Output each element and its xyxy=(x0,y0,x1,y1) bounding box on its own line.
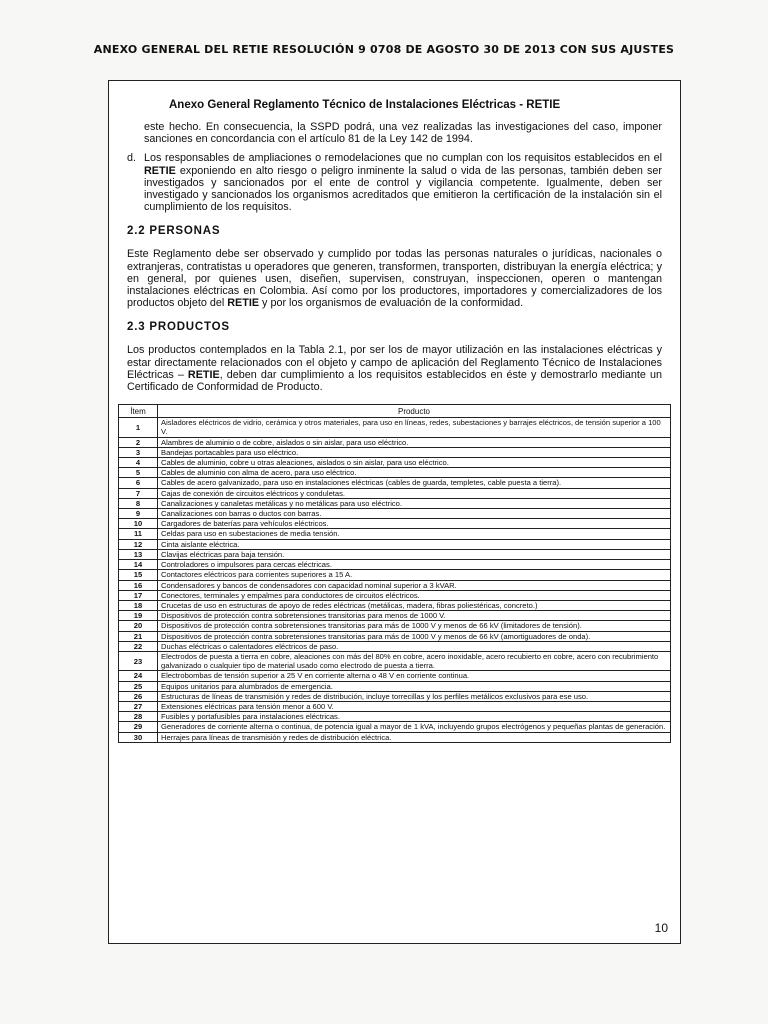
product-cell: Bandejas portacables para uso eléctrico. xyxy=(158,447,671,457)
item-number-cell: 26 xyxy=(119,691,158,701)
section-heading-personas: 2.2 PERSONAS xyxy=(127,225,221,238)
product-cell: Estructuras de líneas de transmisión y redes de distribución, incluye torrecillas y los perfiles metálicos exclusivos para ese uso. xyxy=(158,691,671,701)
product-cell: Controladores o impulsores para cercas eléctricas. xyxy=(158,560,671,570)
product-cell: Celdas para uso en subestaciones de media tensión. xyxy=(158,529,671,539)
item-number-cell: 15 xyxy=(119,570,158,580)
table-row xyxy=(119,732,671,742)
table-row xyxy=(119,712,671,722)
table-row xyxy=(119,722,671,732)
table-body xyxy=(119,418,671,743)
item-number-cell: 11 xyxy=(119,529,158,539)
product-cell: Generadores de corriente alterna o continua, de potencia igual a mayor de 1 kVA, incluyendo grupos electrógenos y pequeñas plantas de generación. xyxy=(158,722,671,732)
product-cell: Dispositivos de protección contra sobretensiones transitorias para más de 1000 V y menos de 66 kV (limitadores de tensión). xyxy=(158,621,671,631)
table-row xyxy=(119,458,671,468)
item-number-cell: 14 xyxy=(119,560,158,570)
item-number-cell: 19 xyxy=(119,611,158,621)
retie-emphasis: RETIE xyxy=(144,164,176,177)
item-number-cell: 17 xyxy=(119,590,158,600)
item-number-cell: 12 xyxy=(119,539,158,549)
item-number-cell: 7 xyxy=(119,488,158,498)
table-row xyxy=(119,641,671,651)
product-cell: Cinta aislante eléctrica. xyxy=(158,539,671,549)
table-row xyxy=(119,529,671,539)
item-number-cell: 13 xyxy=(119,549,158,559)
product-cell: Herrajes para líneas de transmisión y redes de distribución eléctrica. xyxy=(158,732,671,742)
product-cell: Electrodos de puesta a tierra en cobre, aleaciones con más del 80% en cobre, acero inoxidable, acero recubierto en cobre, acero con recubrimiento galvanizado o cualquier tipo de material usado como electrodo de puesta a tierra. xyxy=(158,651,671,670)
table-row xyxy=(119,560,671,570)
product-cell: Duchas eléctricas o calentadores eléctricos de paso. xyxy=(158,641,671,651)
personas-paragraph: Este Reglamento debe ser observado y cumplido por todas las personas naturales o jurídicas, nacionales o extranjeras, contratistas u operadores que generen, transformen, transporten, distribuyan la energía eléctrica; y en general, por quienes usen, diseñen, supervisen, construyan, inspeccionen, operen o mantengan instalaciones eléctricas en Colombia. Así como por los productores, importadores y comercializadores de los productos objeto del RETIE y por los organismos de evaluación de la conformidad. xyxy=(127,248,662,310)
product-cell: Condensadores y bancos de condensadores con capacidad nominal superior a 3 kVAR. xyxy=(158,580,671,590)
table-row xyxy=(119,437,671,447)
page-number: 10 xyxy=(654,921,668,935)
table-row xyxy=(119,651,671,670)
table-row xyxy=(119,600,671,610)
product-cell: Extensiones eléctricas para tensión menor a 600 V. xyxy=(158,701,671,711)
item-number-cell: 23 xyxy=(119,651,158,670)
document-title: Anexo General Reglamento Técnico de Instalaciones Eléctricas - RETIE xyxy=(169,99,561,111)
section-heading-productos: 2.3 PRODUCTOS xyxy=(127,321,230,334)
productos-paragraph: Los productos contemplados en la Tabla 2.1, por ser los de mayor utilización en las instalaciones eléctricas y estar directamente relacionados con el objeto y campo de aplicación del Reglamento Técnico de Instalaciones Eléctricas – RETIE, deben dar cumplimiento a los requisitos establecidos en éste y demostrarlo mediante un Certificado de Conformidad de Producto. xyxy=(127,344,662,394)
table-row xyxy=(119,488,671,498)
table-row xyxy=(119,447,671,457)
page-frame xyxy=(108,80,681,944)
list-item-label: d. xyxy=(127,152,137,165)
item-number-cell: 18 xyxy=(119,600,158,610)
column-header-item: Ítem xyxy=(119,405,158,418)
table-header-row xyxy=(119,405,671,418)
item-number-cell: 4 xyxy=(119,458,158,468)
page-content xyxy=(127,99,666,743)
table-row xyxy=(119,621,671,631)
table-row xyxy=(119,631,671,641)
table-row xyxy=(119,580,671,590)
table-row xyxy=(119,671,671,681)
item-number-cell: 28 xyxy=(119,712,158,722)
table-row xyxy=(119,498,671,508)
product-cell: Electrobombas de tensión superior a 25 V en corriente alterna o 48 V en corriente continua. xyxy=(158,671,671,681)
product-cell: Cables de aluminio con alma de acero, para uso eléctrico. xyxy=(158,468,671,478)
product-cell: Cables de aluminio, cobre u otras aleaciones, aislados o sin aislar, para uso eléctrico. xyxy=(158,458,671,468)
table-row xyxy=(119,691,671,701)
table-row xyxy=(119,519,671,529)
product-cell: Crucetas de uso en estructuras de apoyo de redes eléctricas (metálicas, madera, fibras poliestéricas, concreto.) xyxy=(158,600,671,610)
table-row xyxy=(119,681,671,691)
table-row xyxy=(119,509,671,519)
table-row xyxy=(119,549,671,559)
product-cell: Aisladores eléctricos de vidrio, cerámica y otros materiales, para uso en líneas, redes, subestaciones y barrajes eléctricos, de tensión superior a 100 V. xyxy=(158,418,671,437)
product-cell: Alambres de aluminio o de cobre, aislados o sin aislar, para uso eléctrico. xyxy=(158,437,671,447)
list-item-d xyxy=(127,152,662,213)
product-cell: Cajas de conexión de circuitos eléctricos y conduletas. xyxy=(158,488,671,498)
products-table xyxy=(118,404,671,743)
item-number-cell: 5 xyxy=(119,468,158,478)
product-cell: Dispositivos de protección contra sobretensiones transitorias para menos de 1000 V. xyxy=(158,611,671,621)
product-cell: Equipos unitarios para alumbrados de emergencia. xyxy=(158,681,671,691)
table-row xyxy=(119,468,671,478)
table-row xyxy=(119,701,671,711)
item-number-cell: 25 xyxy=(119,681,158,691)
product-cell: Canalizaciones con barras o ductos con barras. xyxy=(158,509,671,519)
item-number-cell: 27 xyxy=(119,701,158,711)
table-row xyxy=(119,418,671,437)
item-number-cell: 29 xyxy=(119,722,158,732)
item-number-cell: 2 xyxy=(119,437,158,447)
product-cell: Fusibles y portafusibles para instalaciones eléctricas. xyxy=(158,712,671,722)
document-header: ANEXO GENERAL DEL RETIE RESOLUCIÓN 9 0708 DE AGOSTO 30 DE 2013 CON SUS AJUSTES xyxy=(93,43,675,56)
item-number-cell: 10 xyxy=(119,519,158,529)
list-item-text: Los responsables de ampliaciones o remodelaciones que no cumplan con los requisitos establecidos en el RETIE exponiendo en alto riesgo o peligro inminente la salud o vida de las personas, también deben ser investigados y sancionados por el ente de control y vigilancia competente. Igualmente, deben ser investigado y sancionados los organismos acreditados que emitieron la certificación de la instalación sin el cumplimiento de los requisitos. xyxy=(144,152,662,214)
product-cell: Conectores, terminales y empalmes para conductores de circuitos eléctricos. xyxy=(158,590,671,600)
table-row xyxy=(119,539,671,549)
product-cell: Clavijas eléctricas para baja tensión. xyxy=(158,549,671,559)
table-row xyxy=(119,570,671,580)
item-number-cell: 20 xyxy=(119,621,158,631)
column-header-product: Producto xyxy=(158,405,671,418)
product-cell: Cargadores de baterías para vehículos eléctricos. xyxy=(158,519,671,529)
item-number-cell: 3 xyxy=(119,447,158,457)
table-row xyxy=(119,611,671,621)
product-cell: Dispositivos de protección contra sobretensiones transitorias para más de 1000 V y menos de 66 kV (amortiguadores de onda). xyxy=(158,631,671,641)
item-number-cell: 9 xyxy=(119,509,158,519)
item-number-cell: 16 xyxy=(119,580,158,590)
retie-emphasis: RETIE xyxy=(227,297,260,310)
item-number-cell: 6 xyxy=(119,478,158,488)
table-row xyxy=(119,590,671,600)
retie-emphasis: RETIE xyxy=(187,368,220,381)
product-cell: Cables de acero galvanizado, para uso en instalaciones eléctricas (cables de guarda, templetes, cable puesta a tierra). xyxy=(158,478,671,488)
item-number-cell: 22 xyxy=(119,641,158,651)
item-number-cell: 8 xyxy=(119,498,158,508)
continuation-paragraph: este hecho. En consecuencia, la SSPD podrá, una vez realizadas las investigaciones del caso, imponer sanciones en concordancia con el artículo 81 de la Ley 142 de 1994. xyxy=(144,121,662,146)
item-number-cell: 24 xyxy=(119,671,158,681)
item-number-cell: 21 xyxy=(119,631,158,641)
table-row xyxy=(119,478,671,488)
product-cell: Canalizaciones y canaletas metálicas y no metálicas para uso eléctrico. xyxy=(158,498,671,508)
product-cell: Contactores eléctricos para corrientes superiores a 15 A. xyxy=(158,570,671,580)
item-number-cell: 1 xyxy=(119,418,158,437)
item-number-cell: 30 xyxy=(119,732,158,742)
